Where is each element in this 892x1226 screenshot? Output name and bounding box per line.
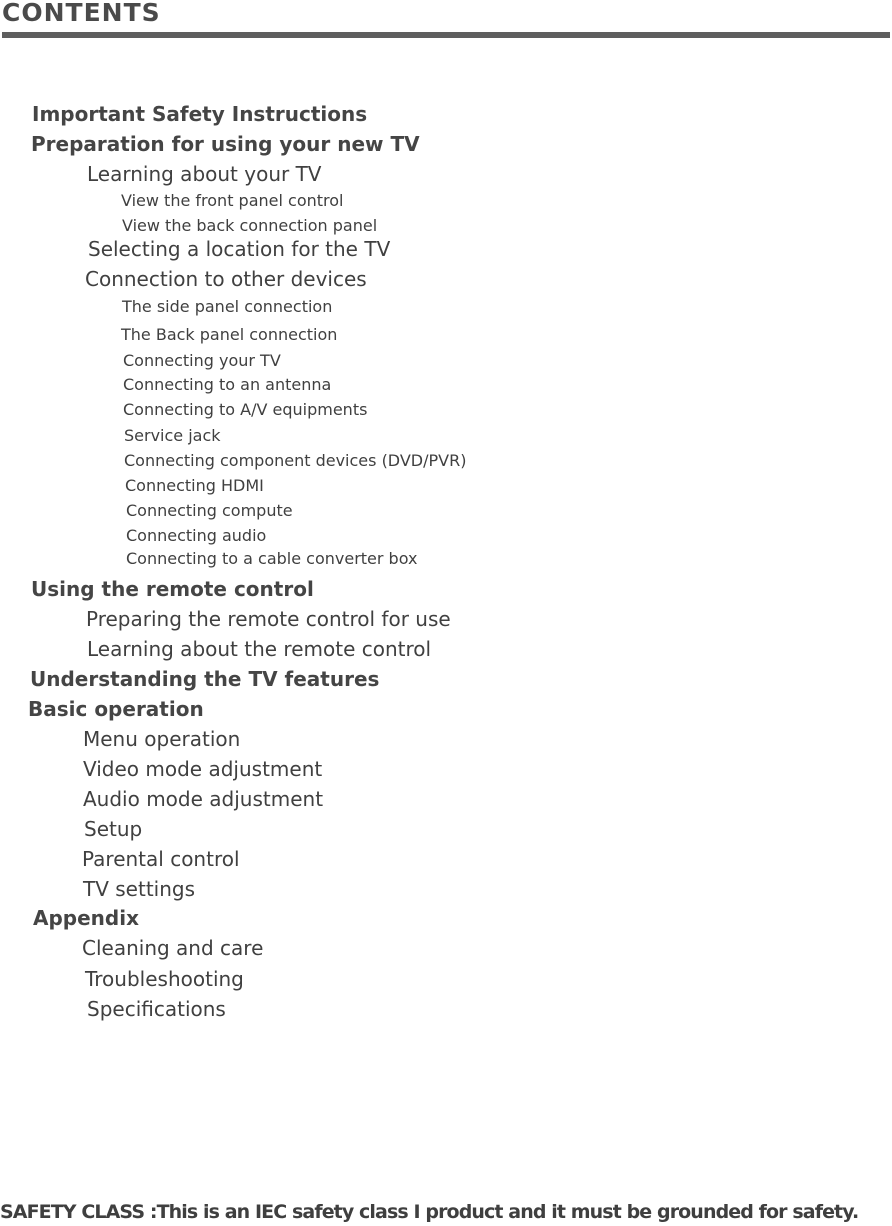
toc-item: Basic operation xyxy=(28,697,204,721)
toc-item: Appendix xyxy=(33,906,139,930)
toc-item: Troubleshooting xyxy=(85,967,244,991)
toc-item: Learning about the remote control xyxy=(87,637,432,661)
toc-item: Setup xyxy=(84,817,143,841)
toc-item: Connecting to A/V equipments xyxy=(123,400,368,419)
toc-item: Connecting to an antenna xyxy=(123,375,332,394)
toc-item: Connecting to a cable converter box xyxy=(126,549,418,568)
toc-item: Using the remote control xyxy=(31,577,314,601)
toc-item: Connection to other devices xyxy=(85,267,367,291)
toc-item: Video mode adjustment xyxy=(83,757,323,781)
toc-item: Specifications xyxy=(87,997,226,1021)
toc-item: Connecting compute xyxy=(126,501,293,520)
toc-item: Cleaning and care xyxy=(82,936,264,960)
toc-item: TV settings xyxy=(83,877,196,901)
toc-item: Connecting HDMI xyxy=(125,476,264,495)
toc-item: Parental control xyxy=(82,847,240,871)
toc-item: The Back panel connection xyxy=(121,325,338,344)
toc-item: Menu operation xyxy=(83,727,241,751)
toc-item: The side panel connection xyxy=(122,297,333,316)
toc-item: Preparing the remote control for use xyxy=(86,607,451,631)
safety-class-note: SAFETY CLASS :This is an IEC safety class I product and it must be grounded for safety. xyxy=(0,1201,859,1223)
toc-item: Understanding the TV features xyxy=(30,667,380,691)
page-title: CONTENTS xyxy=(2,0,161,27)
toc-item: Connecting your TV xyxy=(123,351,281,370)
toc-item: Audio mode adjustment xyxy=(83,787,324,811)
toc-item: Learning about your TV xyxy=(87,162,322,186)
toc-item: Preparation for using your new TV xyxy=(31,132,420,156)
toc-item: Connecting component devices (DVD/PVR) xyxy=(124,451,467,470)
toc-item: View the back connection panel xyxy=(122,216,378,235)
title-divider xyxy=(2,32,890,38)
toc-item: Service jack xyxy=(124,426,221,445)
toc-item: View the front panel control xyxy=(121,191,344,210)
toc-item: Connecting audio xyxy=(126,526,267,545)
toc-item: Important Safety Instructions xyxy=(32,102,368,126)
toc-item: Selecting a location for the TV xyxy=(88,237,391,261)
